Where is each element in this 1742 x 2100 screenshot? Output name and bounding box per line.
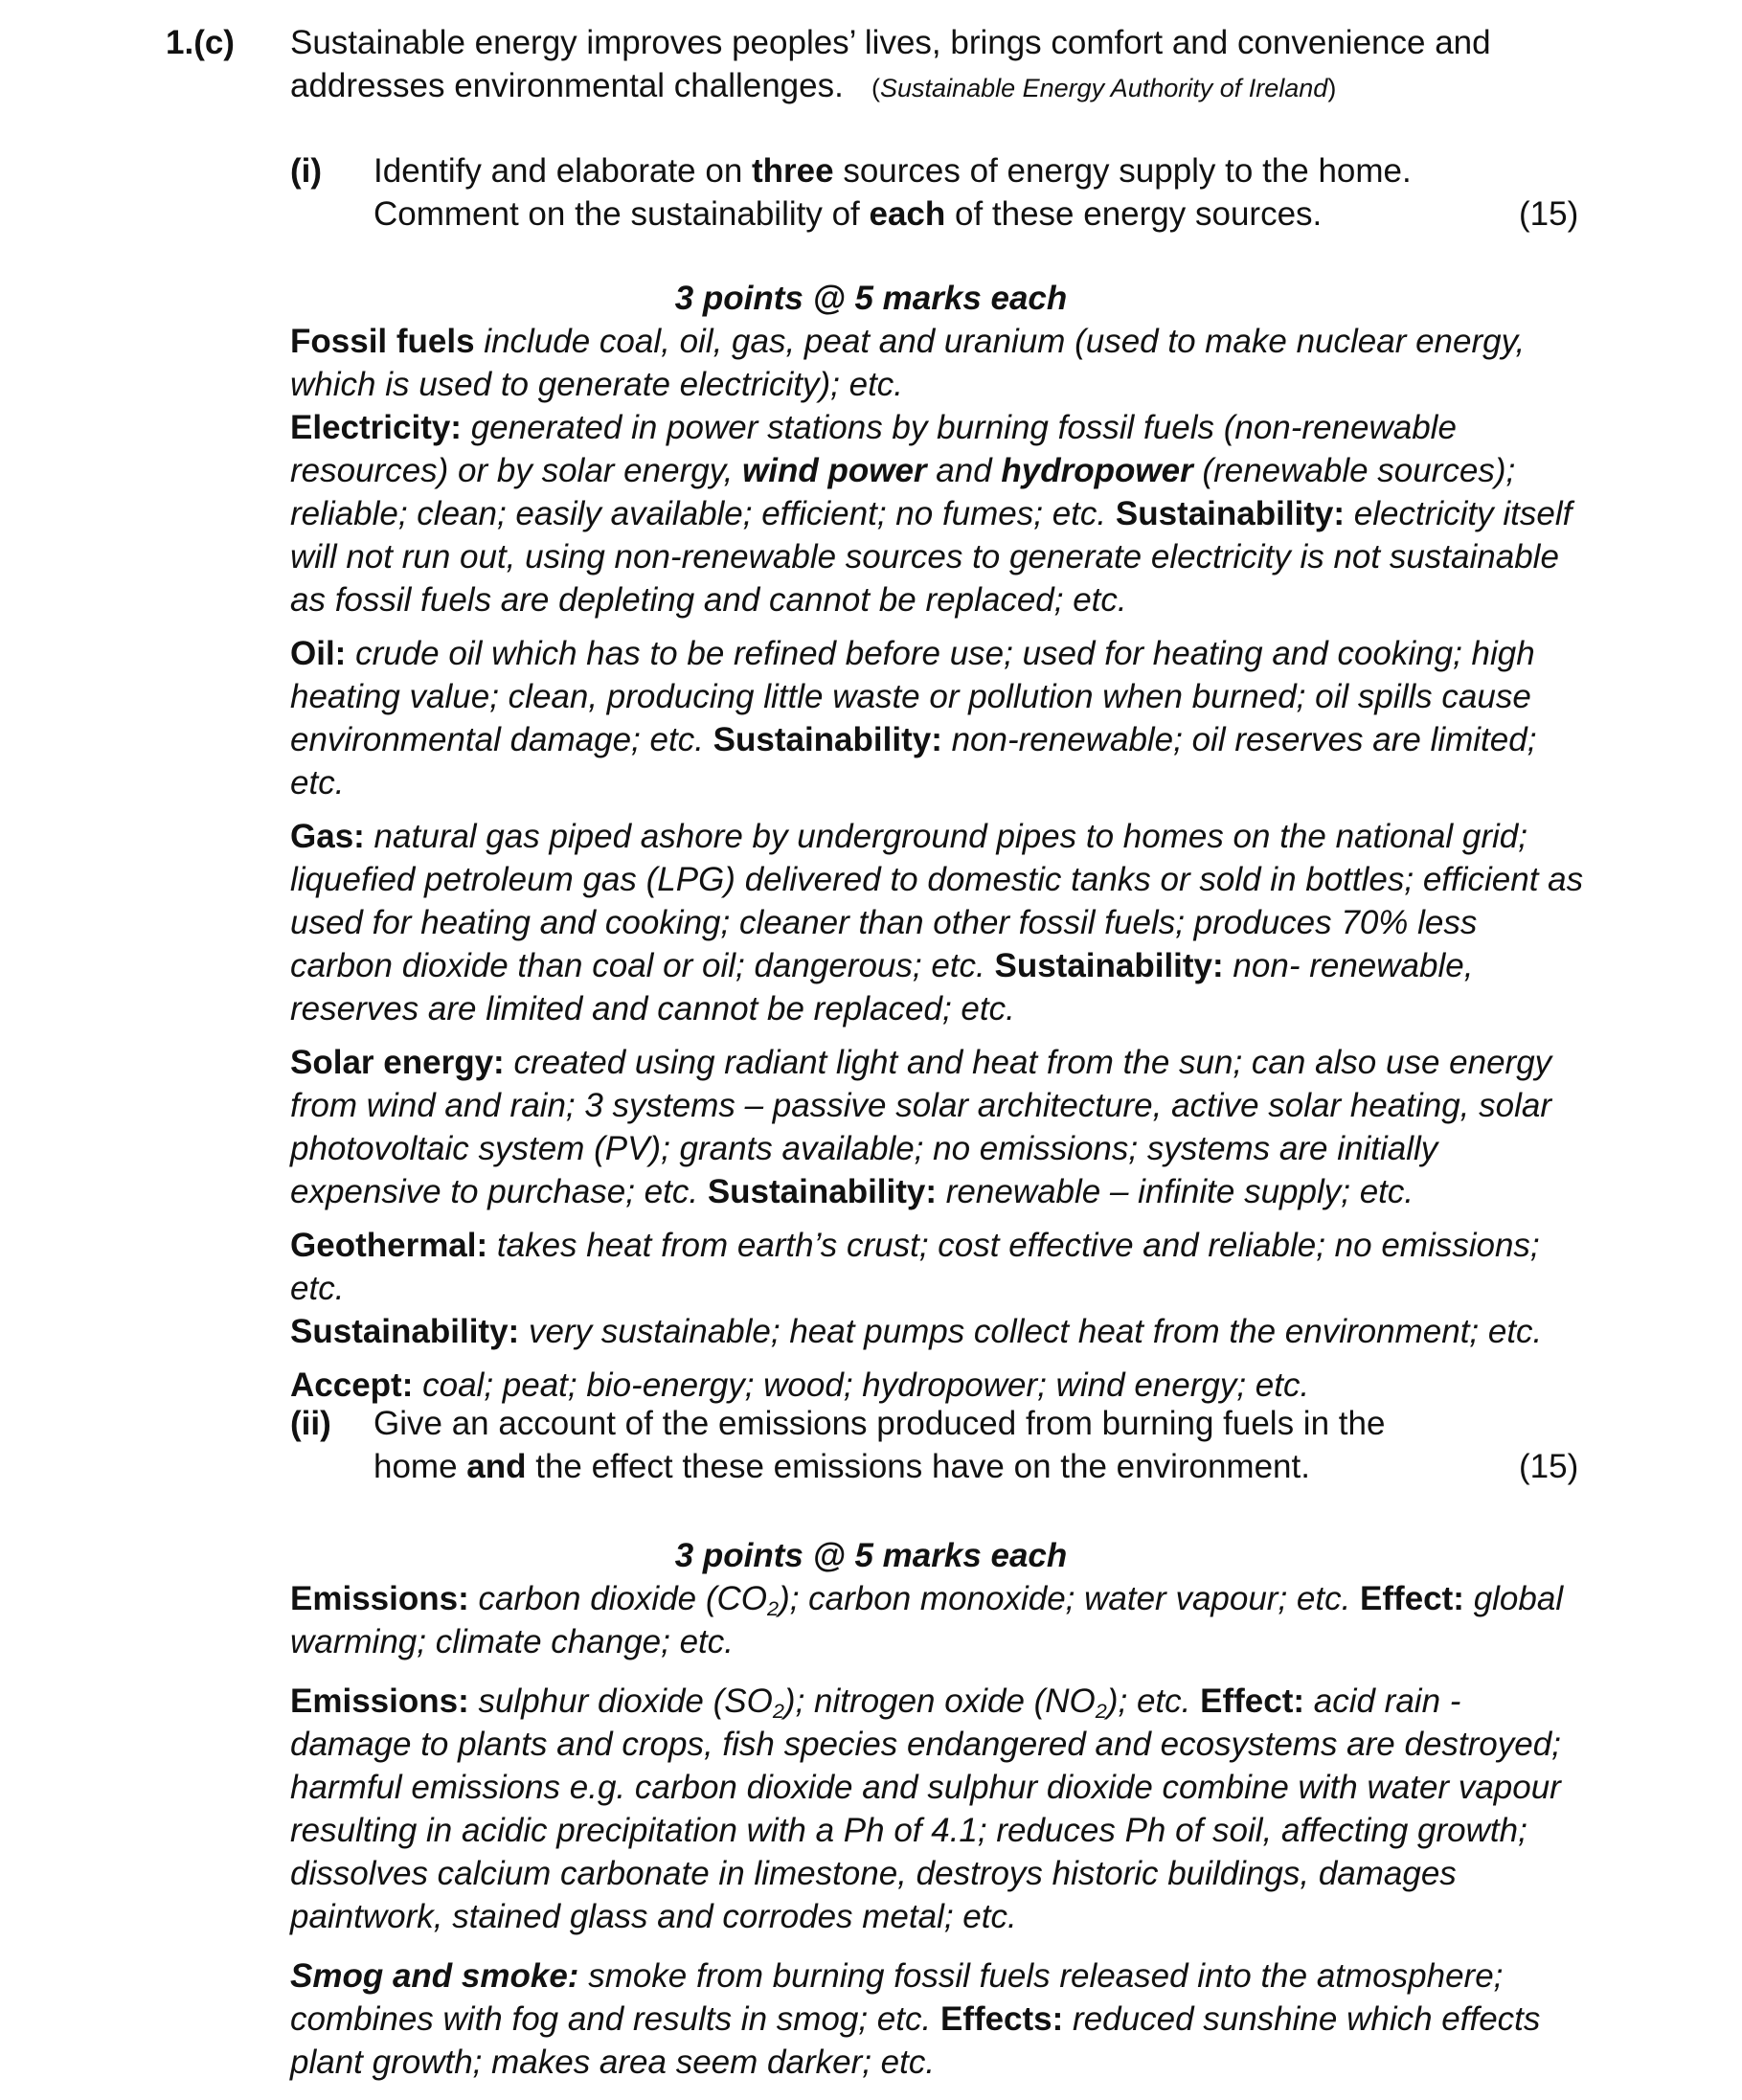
geothermal-sustainability-label: Sustainability: [290,1313,520,1350]
electricity-hydro: hydropower [1001,452,1193,489]
oil-label: Oil: [290,635,347,672]
smog-effect-text: reduced sunshine which effects plant growth; makes area seem darker; etc. [290,2000,1541,2081]
part-i-text [373,149,1412,236]
part-i-label: (i) [290,152,323,190]
part-i-line-1-a: Identify and elaborate on [373,152,753,190]
solar-sustainability-label: Sustainability: [707,1173,938,1210]
electricity-text-1: generated in power stations by burning fossil fuels (non-renewable resources) or by solar energy, [290,409,1457,489]
emissions-2-sub-1: 2 [772,1699,784,1723]
part-ii-line-2-a: home [373,1448,467,1485]
part-i-line-1-b: three [752,152,834,190]
gas-sustainability-label: Sustainability: [994,947,1224,984]
emissions-1-label: Emissions: [290,1580,469,1617]
question-number: 1.(c) [166,24,235,61]
emissions-2-text-a: sulphur dioxide (SO [478,1682,773,1720]
part-i-scheme: 3 points @ 5 marks each [674,280,1068,317]
oil-text: crude oil which has to be refined before use; used for heating and cooking; high heating value; clean, producing little waste or pollution when burned; oil spills cause environmental damage; etc. [290,635,1535,758]
electricity-and: and [926,452,1002,489]
part-ii-scheme: 3 points @ 5 marks each [674,1537,1068,1574]
stem-line-2 [290,64,1631,110]
part-ii-line-2-c: the effect these emissions have on the environment. [526,1448,1310,1485]
part-i-line-2-a: Comment on the sustainability of [373,195,870,233]
smog-effect-label: Effects: [939,2000,1064,2038]
part-ii-label: (ii) [290,1405,331,1442]
part-ii-line-2-b: and [466,1448,527,1485]
emissions-1-text-a: carbon dioxide (CO [478,1580,768,1617]
solar-text: created using radiant light and heat from the sun; can also use energy from wind and rain; 3 systems – passive solar architecture, active solar heating, solar photovoltaic system (PV); grants available; no emissions; systems are initially expensive to purchase; etc. [290,1044,1552,1210]
stem-line-2-text: addresses environmental challenges. [290,67,844,104]
part-i-line-2-c: of these energy sources. [945,195,1323,233]
stem-source-name: Sustainable Energy Authority of Ireland [880,74,1328,102]
answer-emissions-co2 [290,1577,1588,1663]
part-i-line-2-b: each [869,195,946,233]
answer-gas [290,815,1588,1030]
gas-sustainability-text: non- renewable, reserves are limited and cannot be replaced; etc. [290,947,1474,1027]
gas-text: natural gas piped ashore by underground pipes to homes on the national grid; liquefied petroleum gas (LPG) delivered to domestic tanks or sold in bottles; efficient as used for heating and cooking; cleaner than other fossil fuels; produces 70% less carbon dioxide than coal or oil; dangerous; etc. [290,818,1584,984]
emissions-2-label: Emissions: [290,1682,469,1720]
oil-sustainability-label: Sustainability: [713,721,942,758]
part-i-answers [290,320,1588,1417]
emissions-2-effect-text: acid rain - damage to plants and crops, fish species endangered and ecosystems are destroyed; harmful emissions e.g. carbon dioxide and sulphur dioxide combine with water vapour resulting in acidic precipitation with a Ph of 4.1; reduces Ph of soil, affecting growth; dissolves calcium carbonate in limestone, destroys historic buildings, damages paintwork, stained glass and corrodes metal; etc. [290,1682,1561,1935]
part-i-line-1 [373,149,1412,192]
part-i-line-2 [373,192,1408,236]
emissions-2-text [478,1682,1201,1723]
emissions-1-effect-text: global warming; climate change; etc. [290,1580,1564,1660]
electricity-wind: wind power [742,452,927,489]
emissions-2-sub-2: 2 [1095,1699,1107,1723]
part-i-line-1-c: sources of energy supply to the home. [833,152,1412,190]
emissions-2-effect-label: Effect: [1200,1682,1305,1720]
fossil-text: include coal, oil, gas, peat and uranium (used to make nuclear energy, which is used to generate electricity); etc. [290,323,1526,403]
answer-emissions-so2 [290,1680,1588,1938]
gas-label: Gas: [290,818,365,855]
stem-line-1: Sustainable energy improves peoples’ lives, brings comfort and convenience and [290,24,1491,61]
answer-oil [290,632,1588,804]
electricity-text-2: (renewable sources); reliable; clean; easily available; efficient; no fumes; etc. [290,452,1516,532]
electricity-label: Electricity: [290,409,462,446]
fossil-label: Fossil fuels [290,323,475,360]
electricity-sustainability-label: Sustainability: [1115,495,1346,532]
answer-solar [290,1041,1588,1213]
solar-label: Solar energy: [290,1044,505,1081]
smog-text: smoke from burning fossil fuels released into the atmosphere; combines with fog and results in smog; etc. [290,1957,1504,2038]
part-i-marks: (15) [1519,195,1579,233]
part-ii-answers [290,1577,1588,2094]
geothermal-label: Geothermal: [290,1227,488,1264]
part-ii-text [373,1402,1408,1488]
stem-source: (Sustainable Energy Authority of Ireland) [871,74,1337,102]
emissions-1-text-b: ); carbon monoxide; water vapour; etc. [779,1580,1361,1617]
geothermal-sustainability-text: very sustainable; heat pumps collect heat from the environment; etc. [528,1313,1543,1350]
question-stem [290,21,1631,110]
emissions-2-text-c: ); etc. [1106,1682,1201,1720]
part-ii-line-1: Give an account of the emissions produced from burning fuels in the [373,1405,1386,1442]
accept-label: Accept: [290,1366,414,1404]
oil-sustainability-text: non-renewable; oil reserves are limited; etc. [290,721,1537,802]
part-ii-line-2 [373,1445,1408,1488]
answer-accept [290,1364,1588,1407]
emissions-1-sub: 2 [767,1596,780,1620]
emissions-2-text-b: ); nitrogen oxide (NO [783,1682,1096,1720]
accept-text: coal; peat; bio-energy; wood; hydropower; wind energy; etc. [422,1366,1310,1404]
answer-fossil-fuels [290,320,1588,406]
answer-smog [290,1954,1588,2084]
smog-label: Smog and smoke: [290,1957,579,1995]
answer-geothermal [290,1224,1588,1353]
emissions-1-effect-label: Effect: [1360,1580,1464,1617]
solar-sustainability-text: renewable – infinite supply; etc. [945,1173,1414,1210]
answer-electricity [290,406,1588,621]
emissions-1-text [478,1580,1361,1620]
geothermal-text: takes heat from earth’s crust; cost effective and reliable; no emissions; etc. [290,1227,1540,1307]
electricity-sustainability-text: electricity itself will not run out, using non-renewable sources to generate electricity is not sustainable as fossil fuels are depleting and cannot be replaced; etc. [290,495,1572,619]
part-ii-marks: (15) [1519,1448,1579,1485]
